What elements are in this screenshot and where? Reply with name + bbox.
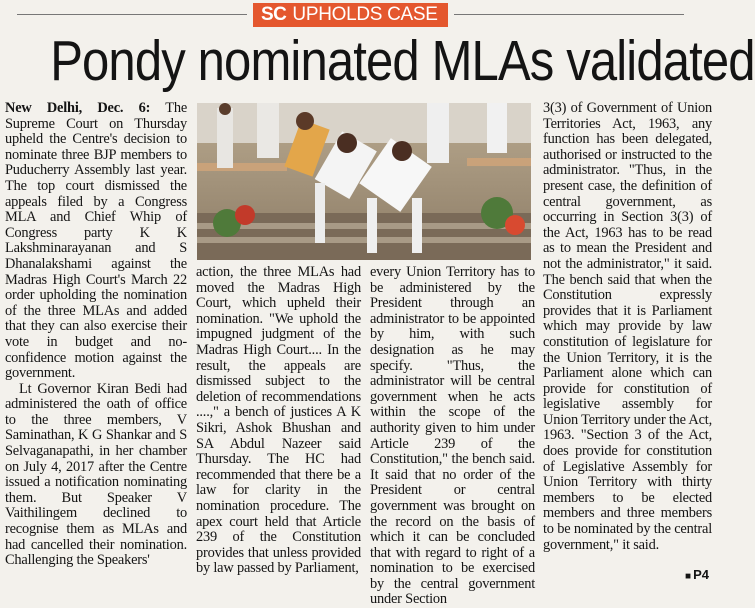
page-reference	[685, 567, 709, 582]
news-photo	[197, 103, 531, 260]
page-number: P4	[693, 567, 709, 582]
article-column-4	[543, 101, 712, 571]
column-2-text: action, the three MLAs had moved the Madras High Court, which upheld their nomination. "We uphold the impugned judgment of the Madras High Court.... In the result, the appeals are dismissed subject to the deletion of recommendations ....," a bench of justices A K Sikri, Ashok Bhushan and SA Abdul Nazeer said Thursday. The HC had recommended that there be a law for clarity in the nomination procedure. The apex court held that Article 239 of the Constitution provides that unless provided by law passed by Parliament,	[196, 264, 361, 577]
kicker-prefix: SC	[253, 3, 290, 27]
column-3-text: every Union Territory has to be administered by the President through an administrator to be appointed by him, with such designation as he may specify. "Thus, the administrator will be central government when he acts within the scope of the authority given to him under Article 239 of the Constitution," the bench said. It said that no order of the President or central government was brought on the record on the basis of which it can be concluded that with regard to right of a nomination to be exercised by the central government under Section	[370, 264, 535, 608]
article-column-3	[370, 264, 535, 608]
section-kicker	[253, 3, 448, 27]
column-1-paragraph-2: Lt Governor Kiran Bedi had administered the oath of office to the three members, V Saminathan, K G Shankar and S Selvaganapathi, in her chamber on July 4, 2017 after the Centre issued a notification nominating them. But Speaker V Vaithilingem declined to recognise them as MLAs and had cancelled their nomination. Challenging the Speakers'	[5, 380, 187, 569]
article-column-1: New Delhi, Dec. 6: The Supreme Court on Thursday upheld the Centre's decision to nominate three BJP members to Puducherry Assembly last year. The top court dismissed the appeals filed by a Congress MLA and Chief Whip of Congress party K K Lakshminarayanan and S Dhanalakshami against the Madras High Court's March 22 order upholding the nomination of the three MLAs and added that they can also exercise their vote in budget and no-confidence motion against the government. Lt Governor Kiran Bedi had administered the oath of office to the three members, V Saminathan, K G Shankar and S Selvaganapathi, in her chamber on July 4, 2017 after the Centre issued a notification nominating them. But Speaker V Vaithilingem declined to recognise them as MLAs and had cancelled their nomination. Challenging the Speakers'	[5, 100, 188, 569]
headline: Pondy nominated MLAs validated	[50, 29, 755, 93]
column-1-paragraph-1: The Supreme Court on Thursday upheld the Centre's decision to nominate three BJP members to Puducherry Assembly last year. The top court dismissed the appeals filed by a Congress MLA and Chief Whip of Congress party K K Lakshminarayanan and S Dhanalakshami against the Madras High Court's March 22 order upholding the nomination of the three MLAs and added that they can also exercise their vote in budget and no-confidence motion against the government.	[5, 100, 188, 382]
kicker-label: UPHOLDS CASE	[290, 3, 447, 27]
column-4-text: 3(3) of Government of Union Territories Act, 1963, any function has been delegated, authorised or instructed to the administrator. "Thus, in the present case, the definition of central government, as occurring in Section 3(3) of the Act, 1963 has to be read as to mean the President and not the administrator," it said. The bench said that when the Constitution expressly provides that it is Parliament which may provide by law constitution of legislature for the Union Territory, it is the Parliament alone which can provide for constitution of legislative assembly for Union Territory under the Act, 1963. "Section 3 of the Act, does provide for constitution of Legislative Assembly for Union Territory with thirty members to be elected members and three members to be nominated by the central government," it said.	[543, 100, 712, 553]
article-column-2	[196, 265, 361, 585]
dateline: New Delhi, Dec. 6	[5, 100, 146, 116]
photo-illustration	[197, 103, 531, 260]
triangle-icon: ■	[685, 571, 692, 582]
